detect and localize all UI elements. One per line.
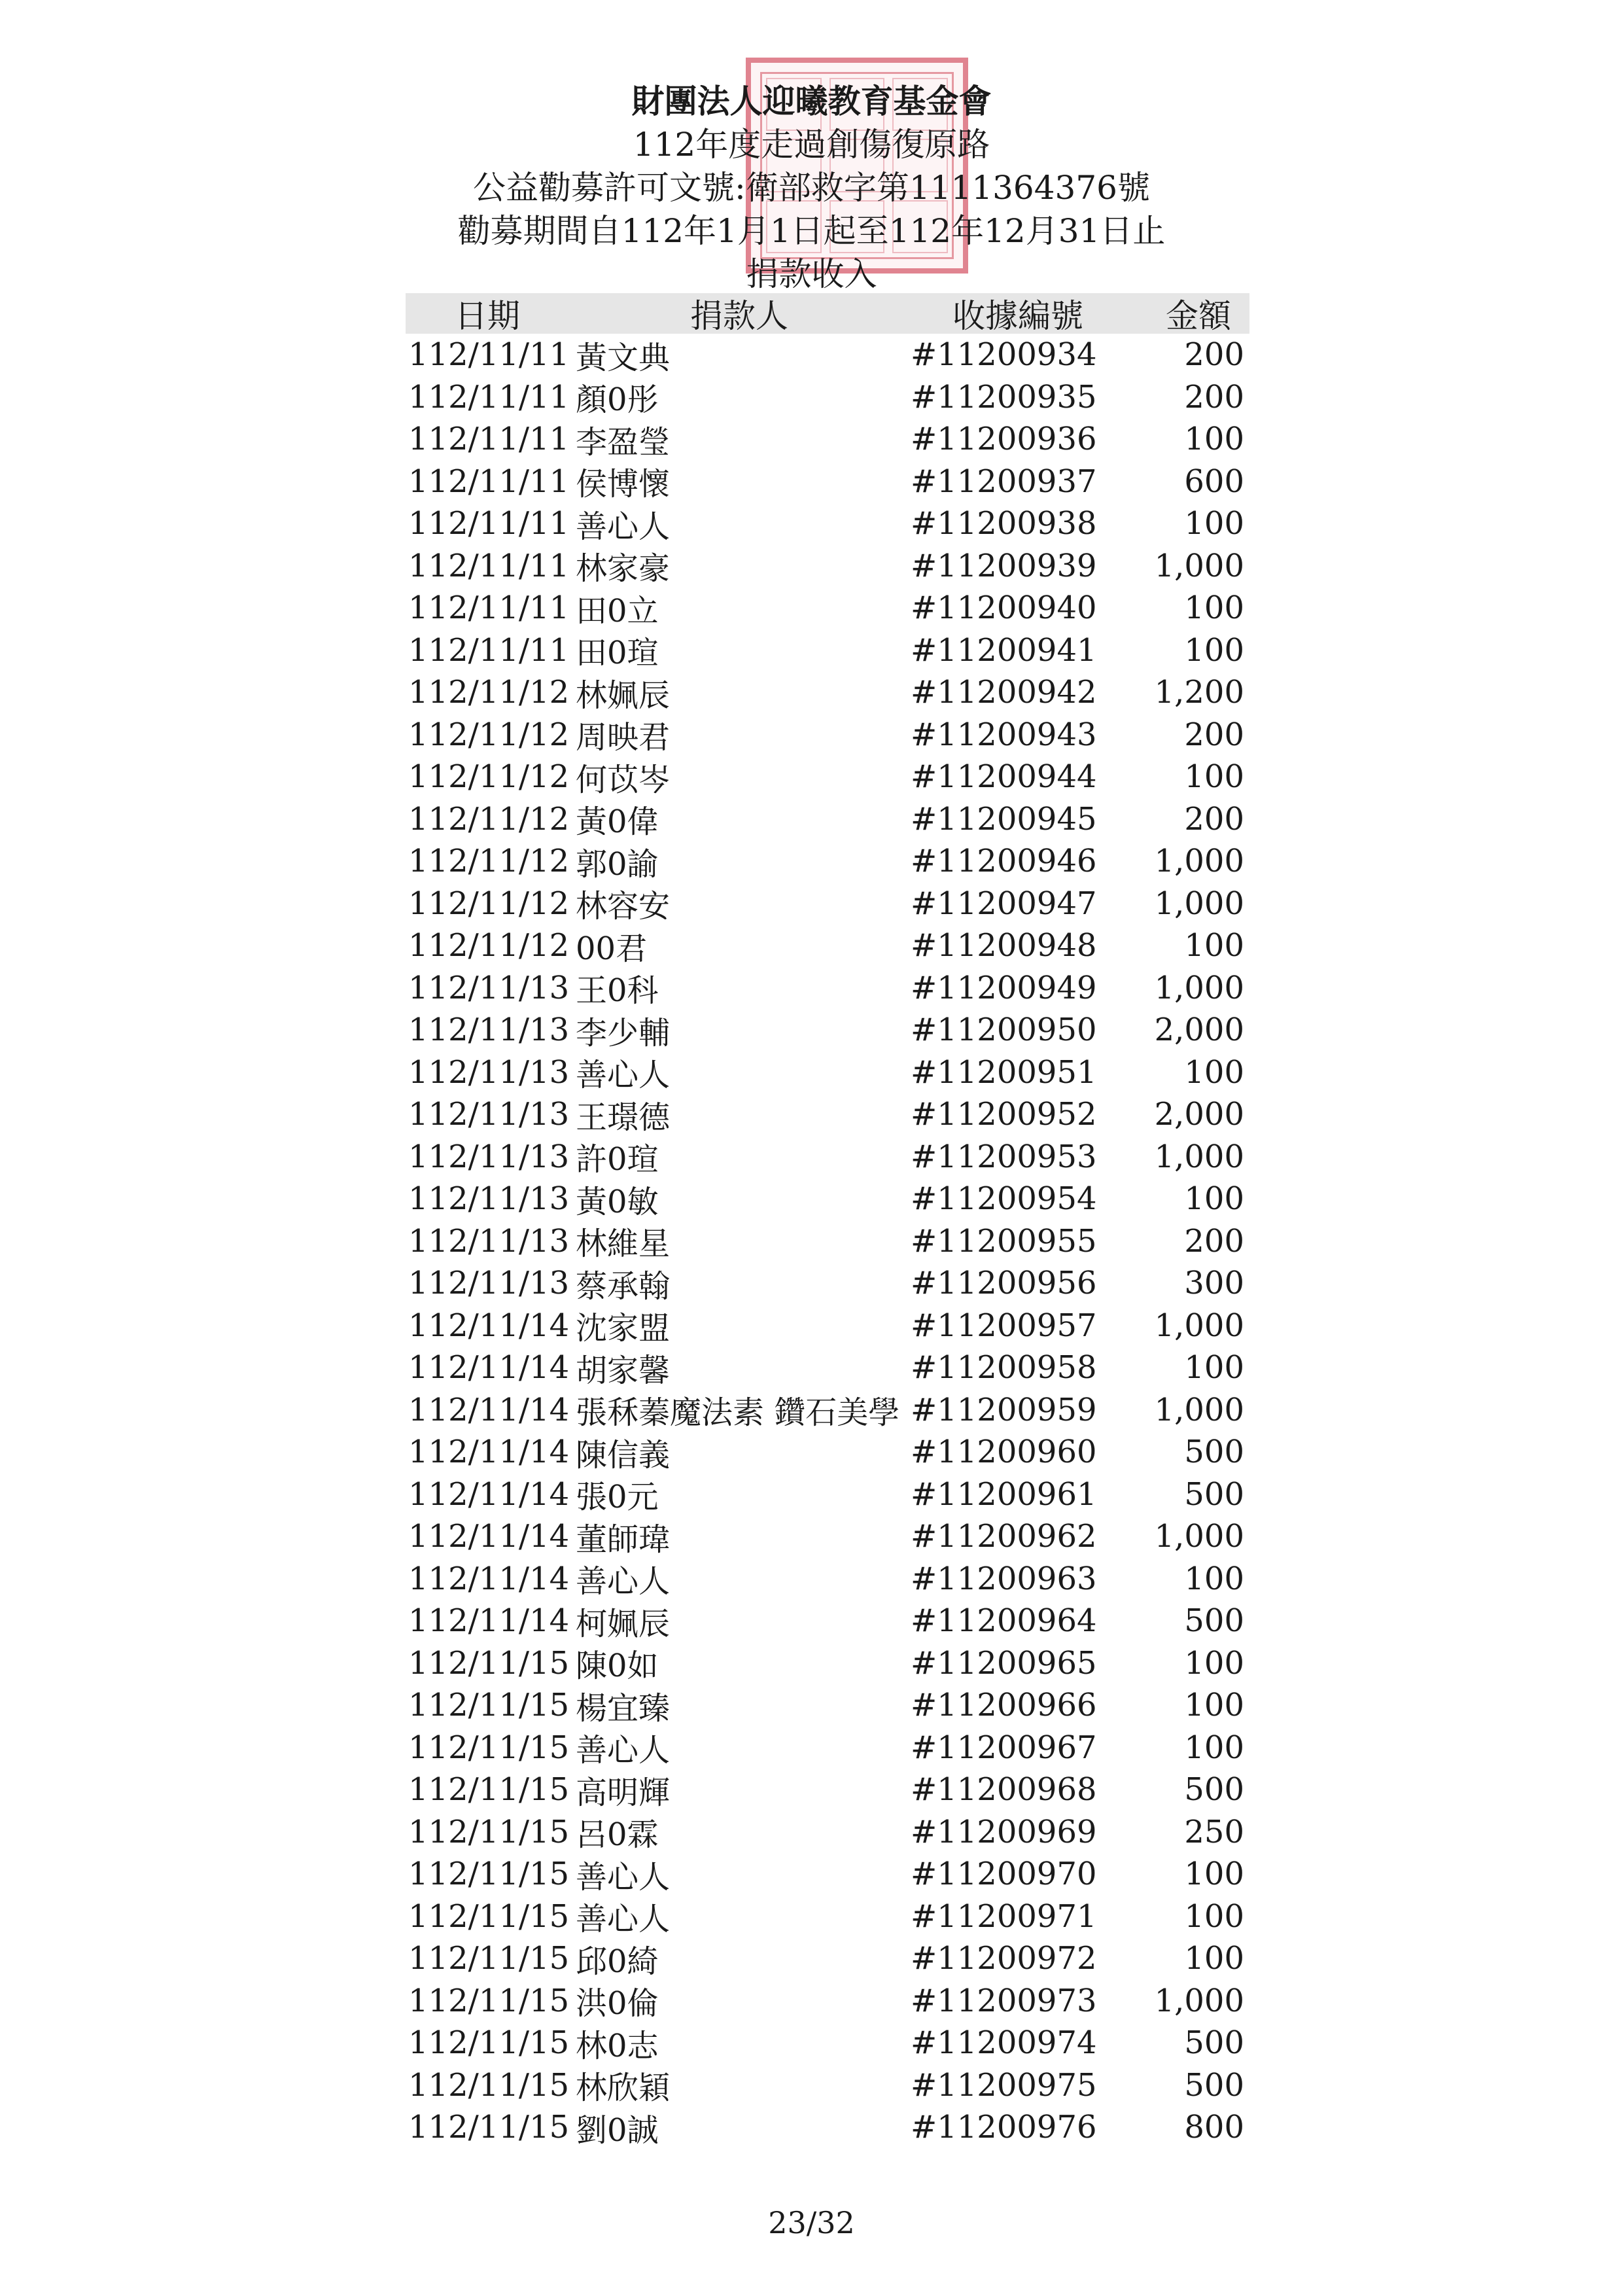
cell-receipt: #11200941 — [911, 631, 1097, 669]
cell-donor: 王璟德 — [576, 1099, 671, 1136]
fundraising-period: 勸募期間自112年1月1日起至112年12月31日止 — [457, 212, 1166, 250]
cell-date: 112/11/14 — [408, 1391, 570, 1428]
cell-amount: 1,000 — [1154, 547, 1244, 584]
cell-donor: 沈家盟 — [576, 1310, 671, 1347]
cell-donor: 黃文典 — [576, 339, 671, 376]
table-row — [406, 1811, 1249, 1854]
cell-date: 112/11/13 — [408, 1096, 570, 1133]
cell-date: 112/11/11 — [408, 547, 570, 584]
cell-donor: 呂0霖 — [576, 1816, 659, 1854]
cell-date: 112/11/15 — [408, 2066, 570, 2104]
cell-donor: 善心人 — [576, 1732, 671, 1769]
table-row — [406, 461, 1249, 503]
cell-donor: 林容安 — [576, 888, 671, 925]
cell-receipt: #11200938 — [911, 505, 1097, 542]
cell-receipt: #11200966 — [911, 1687, 1097, 1724]
cell-donor: 柯姵辰 — [576, 1605, 671, 1642]
cell-amount: 2,000 — [1154, 1096, 1244, 1133]
cell-receipt: #11200939 — [911, 547, 1097, 584]
cell-receipt: #11200963 — [911, 1560, 1097, 1597]
cell-amount: 100 — [1184, 1898, 1244, 1935]
column-header-donor: 捐款人 — [690, 297, 788, 335]
cell-receipt: #11200961 — [911, 1475, 1097, 1513]
cell-receipt: #11200945 — [911, 800, 1097, 838]
cell-donor: 黃0敏 — [576, 1183, 659, 1220]
cell-date: 112/11/15 — [408, 1898, 570, 1935]
table-row — [406, 798, 1249, 841]
cell-receipt: #11200967 — [911, 1729, 1097, 1766]
cell-donor: 林欣穎 — [576, 2070, 671, 2107]
cell-receipt: #11200971 — [911, 1898, 1097, 1935]
cell-amount: 200 — [1184, 378, 1244, 415]
cell-donor: 郭0諭 — [576, 845, 659, 883]
cell-donor: 陳信義 — [576, 1436, 671, 1474]
cell-amount: 500 — [1184, 1434, 1244, 1471]
cell-date: 112/11/13 — [408, 1138, 570, 1175]
cell-date: 112/11/11 — [408, 421, 570, 458]
cell-receipt: #11200944 — [911, 758, 1097, 796]
cell-receipt: #11200943 — [911, 716, 1097, 753]
cell-date: 112/11/15 — [408, 1729, 570, 1766]
cell-date: 112/11/15 — [408, 1856, 570, 1893]
table-row — [406, 1980, 1249, 2022]
cell-receipt: #11200949 — [911, 969, 1097, 1006]
cell-donor: 劉0誠 — [576, 2111, 659, 2149]
cell-amount: 100 — [1184, 1729, 1244, 1766]
cell-date: 112/11/11 — [408, 378, 570, 415]
table-row — [406, 1727, 1249, 1769]
table-row — [406, 334, 1249, 376]
cell-receipt: #11200947 — [911, 885, 1097, 922]
cell-date: 112/11/13 — [408, 1222, 570, 1260]
cell-receipt: #11200953 — [911, 1138, 1097, 1175]
cell-receipt: #11200958 — [911, 1349, 1097, 1386]
cell-receipt: #11200975 — [911, 2066, 1097, 2104]
cell-receipt: #11200974 — [911, 2024, 1097, 2062]
document-header — [0, 80, 1623, 296]
cell-amount: 500 — [1184, 1475, 1244, 1513]
cell-amount: 250 — [1184, 1813, 1244, 1850]
cell-date: 112/11/12 — [408, 800, 570, 838]
permit-number: 公益勸募許可文號:衛部救字第1111364376號 — [473, 169, 1150, 207]
table-row — [406, 1389, 1249, 1432]
cell-date: 112/11/13 — [408, 969, 570, 1006]
cell-donor: 何苡岑 — [576, 761, 671, 798]
table-row — [406, 925, 1249, 967]
cell-amount: 1,000 — [1154, 885, 1244, 922]
cell-donor: 00君 — [576, 930, 648, 967]
cell-amount: 600 — [1184, 463, 1244, 500]
cell-donor: 林姵辰 — [576, 677, 671, 714]
cell-amount: 100 — [1184, 1644, 1244, 1682]
cell-date: 112/11/13 — [408, 1012, 570, 1049]
cell-date: 112/11/15 — [408, 2109, 570, 2146]
cell-amount: 200 — [1184, 336, 1244, 374]
cell-donor: 黃0偉 — [576, 804, 659, 841]
table-row — [406, 1178, 1249, 1220]
cell-date: 112/11/11 — [408, 631, 570, 669]
cell-date: 112/11/14 — [408, 1560, 570, 1597]
organization-name: 財團法人迎曦教育基金會 — [631, 82, 992, 120]
table-row — [406, 587, 1249, 629]
table-row — [406, 1093, 1249, 1136]
cell-amount: 1,000 — [1154, 843, 1244, 880]
cell-date: 112/11/13 — [408, 1180, 570, 1218]
table-row — [406, 376, 1249, 419]
cell-receipt: #11200955 — [911, 1222, 1097, 1260]
cell-receipt: #11200935 — [911, 378, 1097, 415]
cell-amount: 100 — [1184, 927, 1244, 964]
cell-receipt: #11200946 — [911, 843, 1097, 880]
table-row — [406, 503, 1249, 545]
cell-donor: 林維星 — [576, 1226, 671, 1263]
table-row — [406, 629, 1249, 672]
cell-donor: 善心人 — [576, 508, 671, 545]
cell-donor: 高明輝 — [576, 1774, 671, 1811]
table-row — [406, 756, 1249, 798]
cell-receipt: #11200970 — [911, 1856, 1097, 1893]
table-row — [406, 714, 1249, 756]
cell-receipt: #11200937 — [911, 463, 1097, 500]
cell-date: 112/11/15 — [408, 1982, 570, 2019]
cell-receipt: #11200973 — [911, 1982, 1097, 2019]
table-row — [406, 1896, 1249, 1938]
table-row — [406, 1009, 1249, 1051]
cell-donor: 林家豪 — [576, 550, 671, 588]
cell-receipt: #11200957 — [911, 1307, 1097, 1344]
table-row — [406, 1305, 1249, 1347]
cell-date: 112/11/13 — [408, 1053, 570, 1091]
cell-amount: 500 — [1184, 2066, 1244, 2104]
cell-amount: 1,000 — [1154, 1391, 1244, 1428]
cell-date: 112/11/15 — [408, 1940, 570, 1977]
table-row — [406, 1684, 1249, 1727]
cell-donor: 善心人 — [576, 1057, 671, 1094]
cell-date: 112/11/12 — [408, 885, 570, 922]
cell-date: 112/11/11 — [408, 463, 570, 500]
cell-amount: 1,000 — [1154, 1982, 1244, 2019]
cell-donor: 張0元 — [576, 1479, 659, 1516]
cell-amount: 500 — [1184, 1771, 1244, 1809]
table-row — [406, 545, 1249, 588]
cell-donor: 李少輔 — [576, 1014, 671, 1051]
cell-date: 112/11/14 — [408, 1434, 570, 1471]
cell-amount: 100 — [1184, 758, 1244, 796]
cell-amount: 100 — [1184, 631, 1244, 669]
cell-date: 112/11/14 — [408, 1307, 570, 1344]
section-title: 捐款收入 — [746, 255, 877, 293]
table-row — [406, 2022, 1249, 2064]
cell-receipt: #11200969 — [911, 1813, 1097, 1850]
cell-date: 112/11/11 — [408, 505, 570, 542]
cell-receipt: #11200956 — [911, 1265, 1097, 1302]
table-row — [406, 1474, 1249, 1516]
cell-amount: 200 — [1184, 1222, 1244, 1260]
cell-receipt: #11200948 — [911, 927, 1097, 964]
cell-donor: 蔡承翰 — [576, 1267, 671, 1305]
cell-date: 112/11/12 — [408, 758, 570, 796]
cell-donor: 陳0如 — [576, 1648, 659, 1685]
cell-date: 112/11/13 — [408, 1265, 570, 1302]
cell-receipt: #11200954 — [911, 1180, 1097, 1218]
cell-receipt: #11200972 — [911, 1940, 1097, 1977]
cell-amount: 100 — [1184, 1687, 1244, 1724]
cell-donor: 張秝蓁魔法素 鑽石美學 — [576, 1394, 900, 1432]
cell-date: 112/11/12 — [408, 716, 570, 753]
cell-receipt: #11200951 — [911, 1053, 1097, 1091]
cell-donor: 董師瑋 — [576, 1521, 671, 1558]
table-row — [406, 1558, 1249, 1600]
table-row — [406, 1136, 1249, 1178]
cell-amount: 1,000 — [1154, 969, 1244, 1006]
cell-amount: 1,200 — [1154, 674, 1244, 711]
cell-date: 112/11/12 — [408, 843, 570, 880]
cell-donor: 王0科 — [576, 972, 659, 1010]
cell-receipt: #11200952 — [911, 1096, 1097, 1133]
cell-date: 112/11/12 — [408, 674, 570, 711]
cell-date: 112/11/15 — [408, 1771, 570, 1809]
cell-receipt: #11200959 — [911, 1391, 1097, 1428]
column-header-date: 日期 — [455, 297, 520, 335]
donation-table — [406, 293, 1249, 2149]
cell-amount: 800 — [1184, 2109, 1244, 2146]
cell-date: 112/11/15 — [408, 2024, 570, 2062]
cell-donor: 許0瑄 — [576, 1141, 659, 1178]
cell-amount: 100 — [1184, 505, 1244, 542]
cell-receipt: #11200965 — [911, 1644, 1097, 1682]
cell-donor: 楊宜臻 — [576, 1689, 671, 1727]
table-row — [406, 671, 1249, 714]
cell-receipt: #11200950 — [911, 1012, 1097, 1049]
table-row — [406, 1347, 1249, 1389]
table-row — [406, 1515, 1249, 1558]
cell-amount: 100 — [1184, 590, 1244, 627]
table-row — [406, 1431, 1249, 1474]
cell-amount: 100 — [1184, 421, 1244, 458]
table-row — [406, 840, 1249, 883]
cell-amount: 1,000 — [1154, 1138, 1244, 1175]
cell-donor: 李盈瑩 — [576, 423, 671, 461]
cell-donor: 侯博懷 — [576, 466, 671, 503]
cell-date: 112/11/11 — [408, 336, 570, 374]
cell-date: 112/11/14 — [408, 1349, 570, 1386]
cell-amount: 1,000 — [1154, 1307, 1244, 1344]
table-row — [406, 1600, 1249, 1642]
cell-receipt: #11200964 — [911, 1602, 1097, 1640]
cell-date: 112/11/11 — [408, 590, 570, 627]
table-row — [406, 2064, 1249, 2107]
cell-date: 112/11/15 — [408, 1813, 570, 1850]
cell-amount: 100 — [1184, 1560, 1244, 1597]
table-header-row — [406, 293, 1249, 334]
table-row — [406, 1220, 1249, 1263]
cell-amount: 100 — [1184, 1940, 1244, 1977]
cell-receipt: #11200942 — [911, 674, 1097, 711]
cell-amount: 100 — [1184, 1856, 1244, 1893]
cell-donor: 善心人 — [576, 1858, 671, 1896]
table-row — [406, 1937, 1249, 1980]
cell-receipt: #11200960 — [911, 1434, 1097, 1471]
cell-receipt: #11200976 — [911, 2109, 1097, 2146]
table-row — [406, 1769, 1249, 1811]
cell-amount: 200 — [1184, 800, 1244, 838]
cell-donor: 林0志 — [576, 2027, 659, 2064]
cell-date: 112/11/14 — [408, 1518, 570, 1555]
table-body — [406, 334, 1249, 2149]
cell-date: 112/11/12 — [408, 927, 570, 964]
cell-amount: 500 — [1184, 2024, 1244, 2062]
cell-donor: 周映君 — [576, 719, 671, 756]
cell-receipt: #11200936 — [911, 421, 1097, 458]
column-header-receipt: 收據編號 — [952, 297, 1083, 335]
cell-receipt: #11200962 — [911, 1518, 1097, 1555]
cell-receipt: #11200934 — [911, 336, 1097, 374]
cell-donor: 善心人 — [576, 1563, 671, 1600]
cell-donor: 田0瑄 — [576, 635, 659, 672]
cell-receipt: #11200968 — [911, 1771, 1097, 1809]
cell-date: 112/11/14 — [408, 1475, 570, 1513]
cell-date: 112/11/14 — [408, 1602, 570, 1640]
table-row — [406, 418, 1249, 461]
table-row — [406, 883, 1249, 925]
cell-amount: 1,000 — [1154, 1518, 1244, 1555]
cell-amount: 500 — [1184, 1602, 1244, 1640]
page-number: 23/32 — [768, 2205, 855, 2240]
table-row — [406, 1262, 1249, 1305]
column-header-amount: 金額 — [1166, 297, 1231, 335]
cell-amount: 100 — [1184, 1180, 1244, 1218]
table-row — [406, 1853, 1249, 1896]
cell-receipt: #11200940 — [911, 590, 1097, 627]
table-row — [406, 1051, 1249, 1094]
cell-date: 112/11/15 — [408, 1687, 570, 1724]
cell-donor: 胡家馨 — [576, 1352, 671, 1389]
cell-amount: 200 — [1184, 716, 1244, 753]
cell-amount: 300 — [1184, 1265, 1244, 1302]
cell-amount: 100 — [1184, 1349, 1244, 1386]
table-row — [406, 2106, 1249, 2149]
cell-date: 112/11/15 — [408, 1644, 570, 1682]
cell-amount: 2,000 — [1154, 1012, 1244, 1049]
table-row — [406, 1642, 1249, 1685]
cell-donor: 田0立 — [576, 592, 659, 629]
table-row — [406, 967, 1249, 1010]
cell-donor: 顏0彤 — [576, 381, 659, 419]
project-title: 112年度走過創傷復原路 — [633, 126, 990, 164]
cell-amount: 100 — [1184, 1053, 1244, 1091]
cell-donor: 邱0綺 — [576, 1943, 659, 1980]
cell-donor: 善心人 — [576, 1901, 671, 1938]
cell-donor: 洪0倫 — [576, 1985, 659, 2022]
